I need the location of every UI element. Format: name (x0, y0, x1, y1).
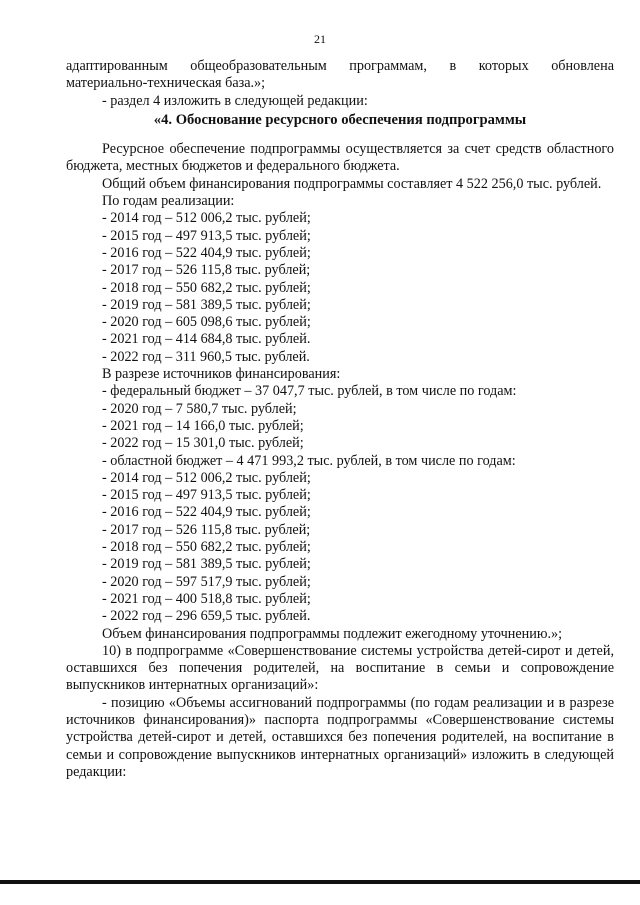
list-item: - 2019 год – 581 389,5 тыс. рублей; (102, 556, 311, 573)
paragraph-resources: Ресурсное обеспечение подпрограммы осуществляется за счет средств областного бюджета, местных бюджетов и федерального бюджета. (66, 141, 614, 175)
federal-budget-list (66, 383, 614, 452)
paragraph-total: Общий объем финансирования подпрограммы составляет 4 522 256,0 тыс. рублей. (102, 175, 602, 192)
closing-note: Объем финансирования подпрограммы подлежит ежегодному уточнению.»; (102, 625, 563, 642)
list-item: - 2019 год – 581 389,5 тыс. рублей; (102, 296, 311, 313)
list-item: - 2021 год – 14 166,0 тыс. рублей; (102, 417, 304, 434)
regional-budget-list (66, 453, 614, 626)
section-heading: «4. Обоснование ресурсного обеспечения подпрограммы (153, 111, 527, 128)
list-item: - 2020 год – 605 098,6 тыс. рублей; (102, 314, 311, 331)
scan-bottom-border (0, 880, 640, 884)
by-years-label: По годам реализации: (102, 193, 235, 210)
by-years-list (66, 210, 614, 366)
list-item: - областной бюджет – 4 471 993,2 тыс. рублей, в том числе по годам: (102, 452, 516, 469)
list-item: - 2022 год – 311 960,5 тыс. рублей. (102, 348, 310, 365)
document-body (66, 58, 614, 781)
list-item: - 2020 год – 597 517,9 тыс. рублей; (102, 573, 311, 590)
list-item: - 2017 год – 526 115,8 тыс. рублей; (102, 521, 311, 538)
list-item: - 2021 год – 414 684,8 тыс. рублей. (102, 331, 311, 348)
intro-line-1: адаптированным общеобразовательным программам, в которых обновлена (66, 58, 614, 74)
intro-line-2: материально-техническая база.»; (66, 75, 266, 92)
list-item: - 2015 год – 497 913,5 тыс. рублей; (102, 487, 311, 504)
list-item: - 2022 год – 296 659,5 тыс. рублей. (102, 608, 311, 625)
page-number: 21 (314, 32, 326, 46)
by-sources-label: В разрезе источников финансирования: (102, 366, 341, 383)
list-item: - 2014 год – 512 006,2 тыс. рублей; (102, 469, 311, 486)
list-item: - федеральный бюджет – 37 047,7 тыс. рублей, в том числе по годам: (102, 383, 517, 400)
list-item: - 2020 год – 7 580,7 тыс. рублей; (102, 400, 297, 417)
list-item: - 2018 год – 550 682,2 тыс. рублей; (102, 279, 311, 296)
list-item: - 2015 год – 497 913,5 тыс. рублей; (102, 227, 311, 244)
item-10-sub: - позицию «Объемы ассигнований подпрограммы (по годам реализации и в разрезе источников финансирования)» паспорта подпрограммы «Совершенствование системы устройства детей-сирот и детей, оставшихся без попечения родителей, на воспитание в семьи и сопровождение выпускников интернатных организаций» изложить в следующей редакции: (66, 694, 614, 780)
list-item: - 2018 год – 550 682,2 тыс. рублей; (102, 539, 311, 556)
item-10: 10) в подпрограмме «Совершенствование системы устройства детей-сирот и детей, оставшихся без попечения родителей, на воспитание в семьи и сопровождение выпускников интернатных организаций»: (66, 642, 614, 694)
intro-line-3: - раздел 4 изложить в следующей редакции: (102, 92, 368, 109)
list-item: - 2016 год – 522 404,9 тыс. рублей; (102, 244, 311, 261)
list-item: - 2022 год – 15 301,0 тыс. рублей; (102, 435, 304, 452)
list-item: - 2016 год – 522 404,9 тыс. рублей; (102, 504, 311, 521)
list-item: - 2017 год – 526 115,8 тыс. рублей; (102, 262, 311, 279)
list-item: - 2021 год – 400 518,8 тыс. рублей; (102, 590, 311, 607)
list-item: - 2014 год – 512 006,2 тыс. рублей; (102, 210, 311, 227)
